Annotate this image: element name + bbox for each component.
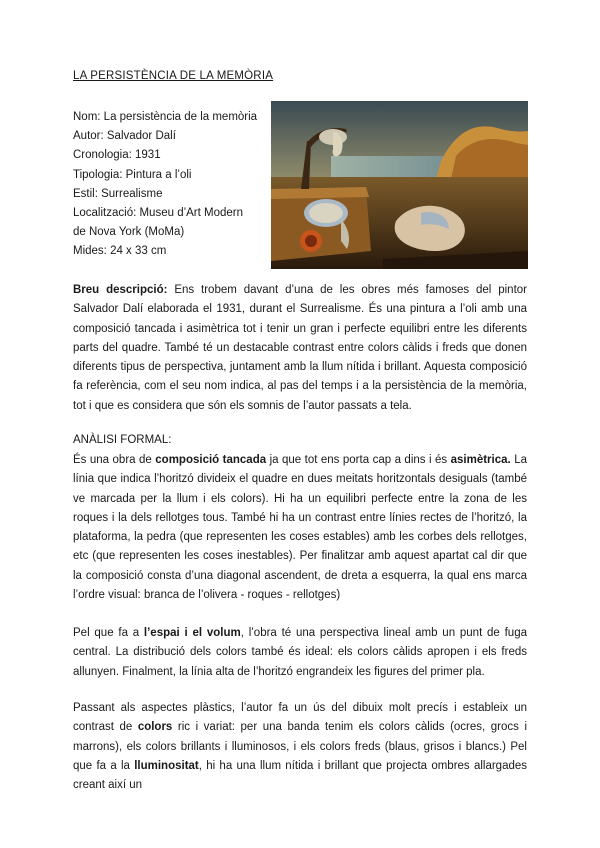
paragraph-composition (73, 451, 527, 605)
p2-text-c: ja que tot ens porta cap a dins i és (266, 454, 451, 466)
paragraph-space-volume (73, 624, 527, 682)
document-title: LA PERSISTÈNCIA DE LA MEMÒRIA (73, 70, 274, 82)
paragraph-plastic-aspects (73, 699, 527, 795)
description-text: Ens trobem davant d’una de les obres més famoses del pintor Salvador Dalí elaborada el 1931, durant el Surrealisme. És una pintura a l’oli amb una composició tancada i asimètrica tot i tenir un gran i perfecte equilibri entre les diferents parts del quadre. També té un destacable contrast entre colors càlids i freds que donen diferents tipus de perspectiva, juntament amb la llum nítida i brillant. Aquesta composició fa referència, com el seu nom indica, al pas del temps i a la persistència de la memòria, tot i que es considera que són els somnis de l’autor passats a tela. (73, 284, 527, 412)
p4-text-a: Passant als aspectes plàstics, l’autor fa un ús del dibuix molt precís i estableix un contrast de (73, 702, 527, 734)
p3-text-a: Pel que fa a (73, 627, 144, 639)
p3-text-c: , l’obra té una perspectiva lineal amb un punt de fuga central. La distribució dels colors també és ideal: els colors càlids apropen i els freds allunyen. Finalment, la línia alta de l’horitzó engrandeix les figures del primer pla. (73, 627, 527, 678)
p2-text-d: La línia que indica l’horitzó divideix el quadre en dues meitats horitzontals desiguals (també ve marcada per la llum i els colors). Hi ha un equilibri perfecte entre la zona de les roques i la dels rellotges tous. També hi ha un contrast entre línies rectes de l’horitzó, la plataforma, la pedra (que representen les coses estables) amb les corbes dels rellotges, etc (que representen les coses inestables). Per finalitzar amb aquest apartat cal dir que la composició consta d’una diagonal ascendent, de dreta a esquerra, la qual ens marca l’ordre visual: branca de l’olivera - roques - rellotges) (73, 454, 527, 602)
meta-line: Estil: Surrealisme (73, 187, 163, 200)
meta-line: Cronologia: 1931 (73, 149, 161, 162)
p4-text-d: , hi ha una llum nítida i brillant que projecta ombres allargades creant així un (73, 759, 528, 792)
p2-text-a: És una obra de (73, 454, 156, 466)
p3-bold-1: l’espai i el volum (143, 627, 241, 639)
meta-line: Mides: 24 x 33 cm (73, 245, 167, 258)
p4-bold-2: lluminositat (134, 759, 199, 772)
p4-bold-1: colors (137, 721, 173, 734)
artwork-metadata (73, 108, 257, 262)
meta-line: Autor: Salvador Dalí (73, 130, 176, 143)
meta-line: Tipologia: Pintura a l’oli (73, 168, 192, 181)
section-heading: ANÀLISI FORMAL: (73, 434, 172, 446)
description-lead: Breu descripció: (73, 284, 168, 296)
meta-line: Nom: La persistència de la memòria (73, 111, 258, 123)
painting-image (271, 101, 528, 269)
paragraph-description (73, 281, 527, 416)
p2-bold-2: asimètrica. (450, 454, 511, 466)
meta-line: de Nova York (MoMa) (73, 226, 185, 239)
meta-line: Localització: Museu d’Art Modern (73, 207, 244, 220)
p2-bold-1: composició tancada (155, 454, 267, 466)
p4-text-c: ric i variat: per una banda tenim els colors càlids (ocres, grocs i marrons), els colors brillants i lluminosos, i els colors freds (blaus, grisos i blancs.) Pel que fa a la (73, 721, 527, 772)
